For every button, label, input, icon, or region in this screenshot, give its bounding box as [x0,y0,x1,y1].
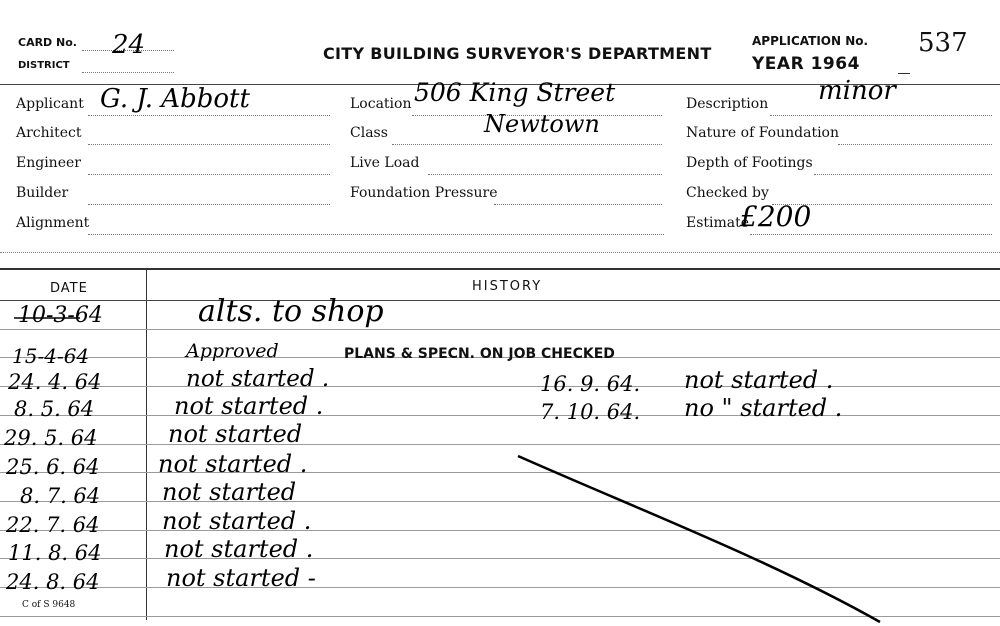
history-entry: Approved [186,340,279,362]
live-load-label: Live Load [350,155,420,171]
card-no-label: CARD No. [18,36,77,49]
depth-of-footings-line [814,174,992,175]
estimate-line [750,234,992,235]
description-label: Description [686,96,769,112]
history-entry: not started - [166,564,316,592]
depth-of-footings-label: Depth of Footings [686,155,813,171]
history-entry: not started . [186,366,330,392]
history-rule-line [0,587,1000,588]
approval-stamp: PLANS & SPECN. ON JOB CHECKED [344,346,615,362]
history-top-divider [0,268,1000,270]
district-line [82,72,174,73]
history-date: 11. 8. 64 [8,541,102,565]
history-rule-line [0,329,1000,330]
history-date: 15-4-64 [12,344,90,368]
history-entry: not started . [164,535,314,563]
history-rule-line [0,415,1000,416]
checked-by-label: Checked by [686,185,769,201]
alignment-label: Alignment [16,215,90,231]
history-date: 29. 5. 64 [4,426,98,450]
history-right-entry: no " started . [684,394,843,422]
builder-label: Builder [16,185,69,201]
history-entry: not started [162,478,297,506]
estimate-label: Estimate [686,215,750,231]
foundation-pressure-label: Foundation Pressure [350,185,498,201]
history-date: 24. 4. 64 [8,370,102,394]
history-rule-line [0,616,1000,617]
description-line [770,115,992,116]
history-date: 8. 7. 64 [20,484,101,508]
history-date: 10-3-64 [18,303,103,328]
history-date: 22. 7. 64 [6,513,100,537]
foundation-pressure-line [494,204,662,205]
history-rule-line [0,386,1000,387]
history-right-date: 16. 9. 64. [540,372,641,396]
class-value: Newtown [484,110,600,138]
form-code: C of S 9648 [22,600,76,610]
location-label: Location [350,96,412,112]
class-label: Class [350,125,388,141]
history-entry: not started [168,420,303,448]
fields-bottom-line [0,252,1000,253]
date-header: DATE [50,281,88,296]
alignment-line [88,234,664,235]
application-number: 537 [918,28,968,58]
architect-line [88,144,330,145]
history-header: HISTORY [472,279,543,294]
estimate-value: £200 [740,200,812,233]
history-date: 24. 8. 64 [6,570,100,594]
history-entry: not started . [174,392,324,420]
history-rule-line [0,530,1000,531]
history-right-date: 7. 10. 64. [540,400,641,424]
history-entry: not started . [162,507,312,535]
history-date: 25. 6. 64 [6,455,100,479]
history-rule-line [0,444,1000,445]
card-no-value: 24 [112,30,146,60]
history-entry: not started . [158,450,308,478]
history-rule-line [0,558,1000,559]
department-title: CITY BUILDING SURVEYOR'S DEPARTMENT [323,44,712,63]
applicant-line [88,115,330,116]
class-line [392,144,662,145]
history-entry: alts. to shop [198,294,384,329]
nature-of-foundation-label: Nature of Foundation [686,125,839,141]
engineer-label: Engineer [16,155,81,171]
live-load-line [428,174,662,175]
nature-of-foundation-line [838,144,992,145]
year-dash [898,73,910,74]
architect-label: Architect [16,125,82,141]
engineer-line [88,174,330,175]
applicant-label: Applicant [16,96,84,112]
description-value: minor [818,76,896,106]
builder-line [88,204,330,205]
application-label: APPLICATION No. [752,34,869,48]
history-date: 8. 5. 64 [14,397,95,421]
location-value: 506 King Street [414,78,616,107]
history-rule-line [0,472,1000,473]
year-label: YEAR 1964 [752,54,860,74]
applicant-value: G. J. Abbott [100,84,250,114]
history-rule-line [0,501,1000,502]
district-label: DISTRICT [18,60,70,71]
history-right-entry: not started . [684,366,834,394]
